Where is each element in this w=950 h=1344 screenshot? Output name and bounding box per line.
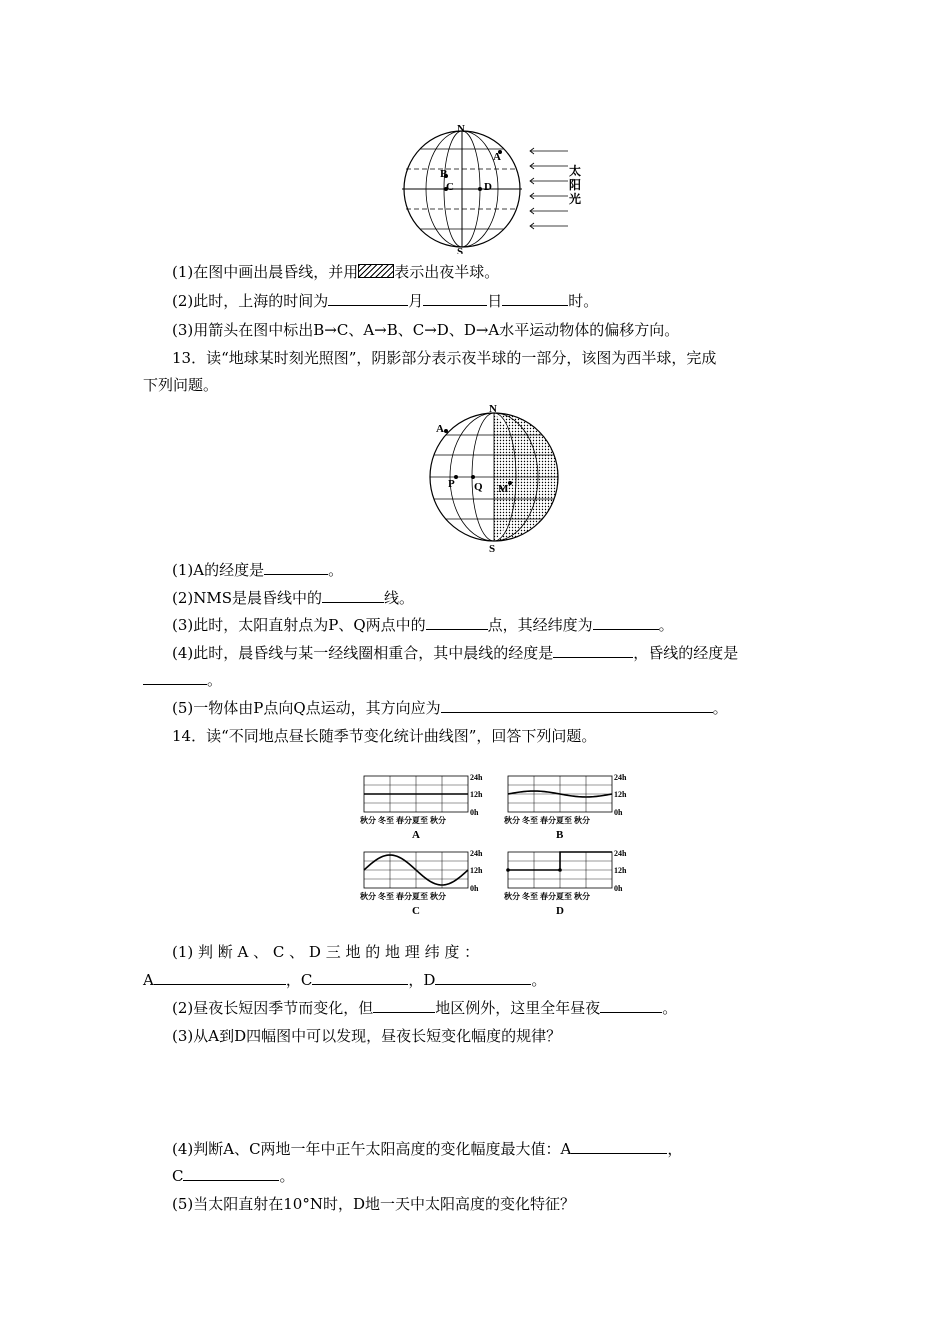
label-q: Q [474,481,483,493]
y-tick-label: 24h [614,849,627,858]
q13-item-4-cont: 。 [143,669,222,691]
answer-blank[interactable] [571,1139,667,1154]
answer-blank[interactable] [312,970,408,985]
chart-A [359,773,483,841]
globe-figure-2 [424,403,564,553]
label-b: B [440,168,448,180]
answer-blank[interactable] [143,670,207,685]
answer-blank[interactable] [328,291,408,306]
answer-blank[interactable] [154,970,286,985]
chart-B [503,773,627,841]
q12-item-2: (2)此时，上海的时间为 月 日 时。 [172,292,599,310]
q13-intro-line2: 下列问题。 [143,376,219,394]
answer-blank[interactable] [435,970,531,985]
x-tick-labels: 秋分 冬至 春分夏至 秋分 [504,892,590,901]
label-a: A [493,151,501,163]
y-tick-label: 0h [470,884,479,893]
answer-blank[interactable] [441,698,713,713]
q14-item-1-answers: A ，C ，D 。 [143,971,547,989]
y-tick-label: 24h [470,849,483,858]
y-tick-label: 24h [470,773,483,782]
x-tick-labels: 秋分 冬至 春分夏至 秋分 [360,892,446,901]
q13-item-1: (1)A的经度是 。 [172,561,344,579]
label-n: N [489,403,497,415]
y-tick-label: 0h [470,808,479,817]
q14-intro: 14．读“不同地点昼长随季节变化统计曲线图”，回答下列问题。 [172,727,597,745]
label-a: A [436,423,444,435]
q13-item-4: (4)此时，晨昏线与某一经线圈相重合，其中晨线的经度是 ，昏线的经度是 [172,644,739,662]
q14-item-3: (3)从A到D四幅图中可以发现，昼夜长短变化幅度的规律？ [172,1027,562,1045]
y-tick-label: 0h [614,884,623,893]
answer-blank[interactable] [264,560,328,575]
q12-item-1: (1)在图中画出晨昏线，并用 表示出夜半球。 [172,263,500,281]
q14-item-4-cont: C 。 [172,1167,295,1185]
label-c: C [446,181,454,193]
chart-name-A: A [412,829,420,841]
q13-item-5: (5)一物体由P点向Q点运动，其方向应为 。 [172,699,728,717]
answer-blank[interactable] [322,588,384,603]
q13-item-3: (3)此时，太阳直射点为P、Q两点中的 点，其经纬度为 。 [172,616,674,634]
y-tick-label: 12h [614,790,627,799]
answer-blank[interactable] [426,615,488,630]
answer-blank[interactable] [423,291,487,306]
answer-blank[interactable] [502,291,568,306]
x-tick-labels: 秋分 冬至 春分夏至 秋分 [504,816,590,825]
q13-item-2: (2)NMS是晨昏线中的 线。 [172,589,415,607]
q14-item-4: (4)判断A、C两地一年中正午太阳高度的变化幅度最大值：A ， [172,1140,683,1158]
answer-blank[interactable] [373,998,435,1013]
chart-name-B: B [556,829,564,841]
label-s: S [489,543,496,553]
label-p: P [448,478,455,490]
y-tick-label: 0h [614,808,623,817]
answer-blank[interactable] [593,615,659,630]
q14-item-5: (5)当太阳直射在10°N时，D地一天中太阳高度的变化特征？ [172,1195,575,1213]
sunlight-label: 太阳光 [569,164,582,206]
y-tick-label: 12h [614,866,627,875]
hatch-swatch-icon [358,264,394,278]
day-length-charts [358,772,648,927]
label-s: S [457,246,464,254]
answer-blank[interactable] [553,643,633,658]
label-m: M [498,483,509,495]
x-tick-labels: 秋分 冬至 春分夏至 秋分 [360,816,446,825]
y-tick-label: 12h [470,866,483,875]
chart-D [503,849,627,917]
y-tick-label: 12h [470,790,483,799]
label-n: N [457,124,465,135]
q14-item-2: (2)昼夜长短因季节而变化，但 地区例外，这里全年昼夜 。 [172,999,678,1017]
data-point [558,868,562,872]
label-d: D [484,181,492,193]
answer-blank[interactable] [600,998,662,1013]
chart-C [359,849,483,917]
chart-name-D: D [556,905,564,917]
answer-blank[interactable] [183,1166,279,1181]
y-tick-label: 24h [614,773,627,782]
q13-intro-line1: 13．读“地球某时刻光照图”，阴影部分表示夜半球的一部分，该图为西半球，完成 [172,349,717,367]
data-point [506,868,510,872]
q12-item-3: (3)用箭头在图中标出B→C、A→B、C→D、D→A水平运动物体的偏移方向。 [172,321,680,339]
q14-item-1: (1) 判 断 A 、 C 、 D 三 地 的 地 理 纬 度 ： [172,943,480,961]
chart-name-C: C [412,905,420,917]
